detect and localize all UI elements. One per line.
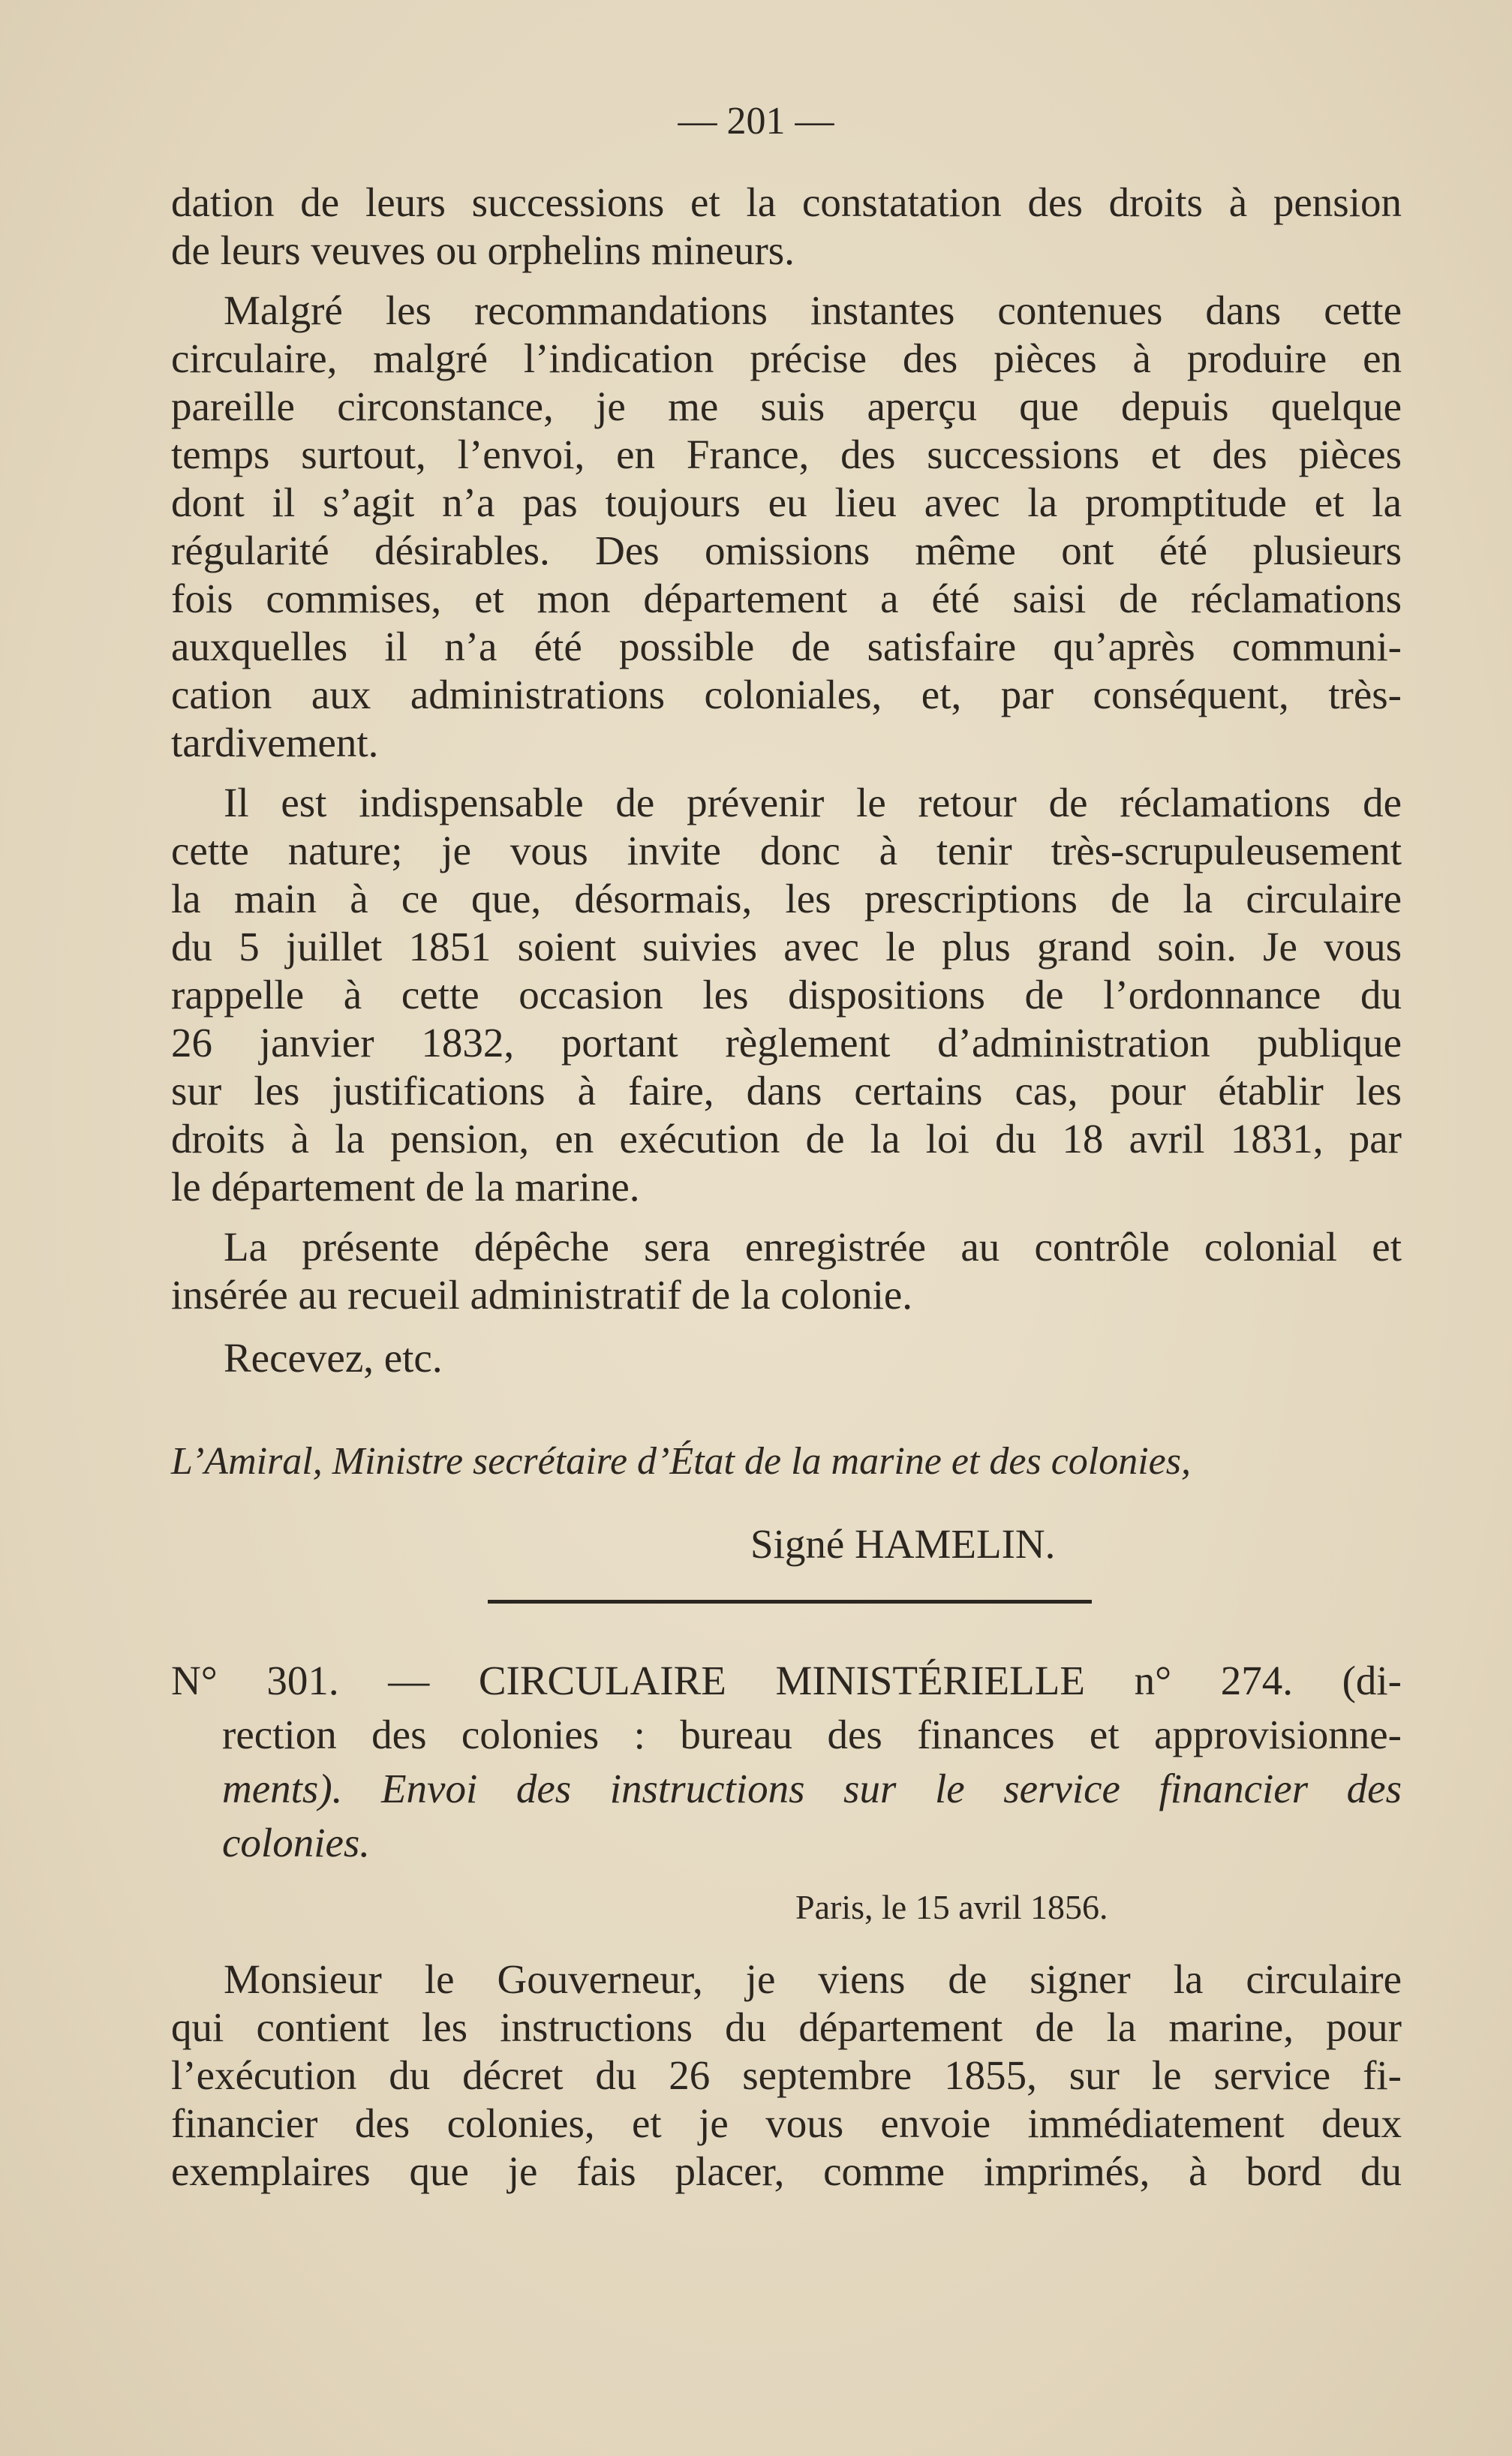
text-line: exemplaires que je fais placer, comme imprimés, à bord du xyxy=(171,2148,1402,2194)
text-line: Monsieur le Gouverneur, je viens de signer la circulaire xyxy=(224,1956,1402,2002)
text-line: financier des colonies, et je vous envoie immédiatement deux xyxy=(171,2100,1402,2146)
text-line: circulaire, malgré l’indication précise des pièces à produire en xyxy=(171,335,1402,381)
page-number: — 201 — xyxy=(678,100,834,143)
text-line: dation de leurs successions et la constatation des droits à pension xyxy=(171,179,1402,225)
text-line: 26 janvier 1832, portant règlement d’administration publique xyxy=(171,1020,1402,1066)
text-line: l’exécution du décret du 26 septembre 1855, sur le service fi- xyxy=(171,2052,1402,2098)
text-line: le département de la marine. xyxy=(171,1164,640,1210)
text-line: auxquelles il n’a été possible de satisfaire qu’après communi- xyxy=(171,624,1402,669)
text-line: temps surtout, l’envoi, en France, des successions et des pièces xyxy=(171,431,1402,477)
heading-line: rection des colonies : bureau des finances et approvisionne- xyxy=(222,1712,1402,1757)
text-line: dont il s’agit n’a pas toujours eu lieu avec la promptitude et la xyxy=(171,479,1402,525)
text-line: cation aux administrations coloniales, et, par conséquent, très- xyxy=(171,672,1402,717)
text-line: droits à la pension, en exécution de la loi du 18 avril 1831, par xyxy=(171,1116,1402,1162)
text-line: du 5 juillet 1851 soient suivies avec le plus grand soin. Je vous xyxy=(171,924,1402,969)
closing-formula: Recevez, etc. xyxy=(224,1335,443,1381)
text-line: tardivement. xyxy=(171,720,379,765)
heading-line: N° 301. — CIRCULAIRE MINISTÉRIELLE n° 274. (di- xyxy=(171,1658,1402,1703)
text-line: de leurs veuves ou orphelins mineurs. xyxy=(171,227,795,273)
text-line: rappelle à cette occasion les dispositions de l’ordonnance du xyxy=(171,972,1402,1018)
text-line: insérée au recueil administratif de la colonie. xyxy=(171,1272,913,1318)
text-line: qui contient les instructions du département de la marine, pour xyxy=(171,2004,1402,2050)
text-line: fois commises, et mon département a été saisi de réclamations xyxy=(171,576,1402,621)
text-line: La présente dépêche sera enregistrée au contrôle colonial et xyxy=(224,1224,1402,1270)
heading-line: colonies. xyxy=(222,1820,371,1865)
text-line: sur les justifications à faire, dans certains cas, pour établir les xyxy=(171,1068,1402,1114)
signatory-name: Signé HAMELIN. xyxy=(750,1521,1056,1567)
text-line: Il est indispensable de prévenir le retour de réclamations de xyxy=(224,780,1402,825)
heading-line: ments). Envoi des instructions sur le service financier des xyxy=(222,1766,1402,1811)
text-line: régularité désirables. Des omissions même ont été plusieurs xyxy=(171,528,1402,573)
text-line: Malgré les recommandations instantes contenues dans cette xyxy=(224,287,1402,333)
dateline: Paris, le 15 avril 1856. xyxy=(795,1888,1108,1926)
signatory-title: L’Amiral, Ministre secrétaire d’État de la marine et des colonies, xyxy=(171,1440,1191,1483)
text-line: pareille circonstance, je me suis aperçu que depuis quelque xyxy=(171,383,1402,429)
text-line: cette nature; je vous invite donc à tenir très-scrupuleusement xyxy=(171,828,1402,873)
section-divider xyxy=(488,1600,1092,1604)
text-line: la main à ce que, désormais, les prescriptions de la circulaire xyxy=(171,876,1402,921)
